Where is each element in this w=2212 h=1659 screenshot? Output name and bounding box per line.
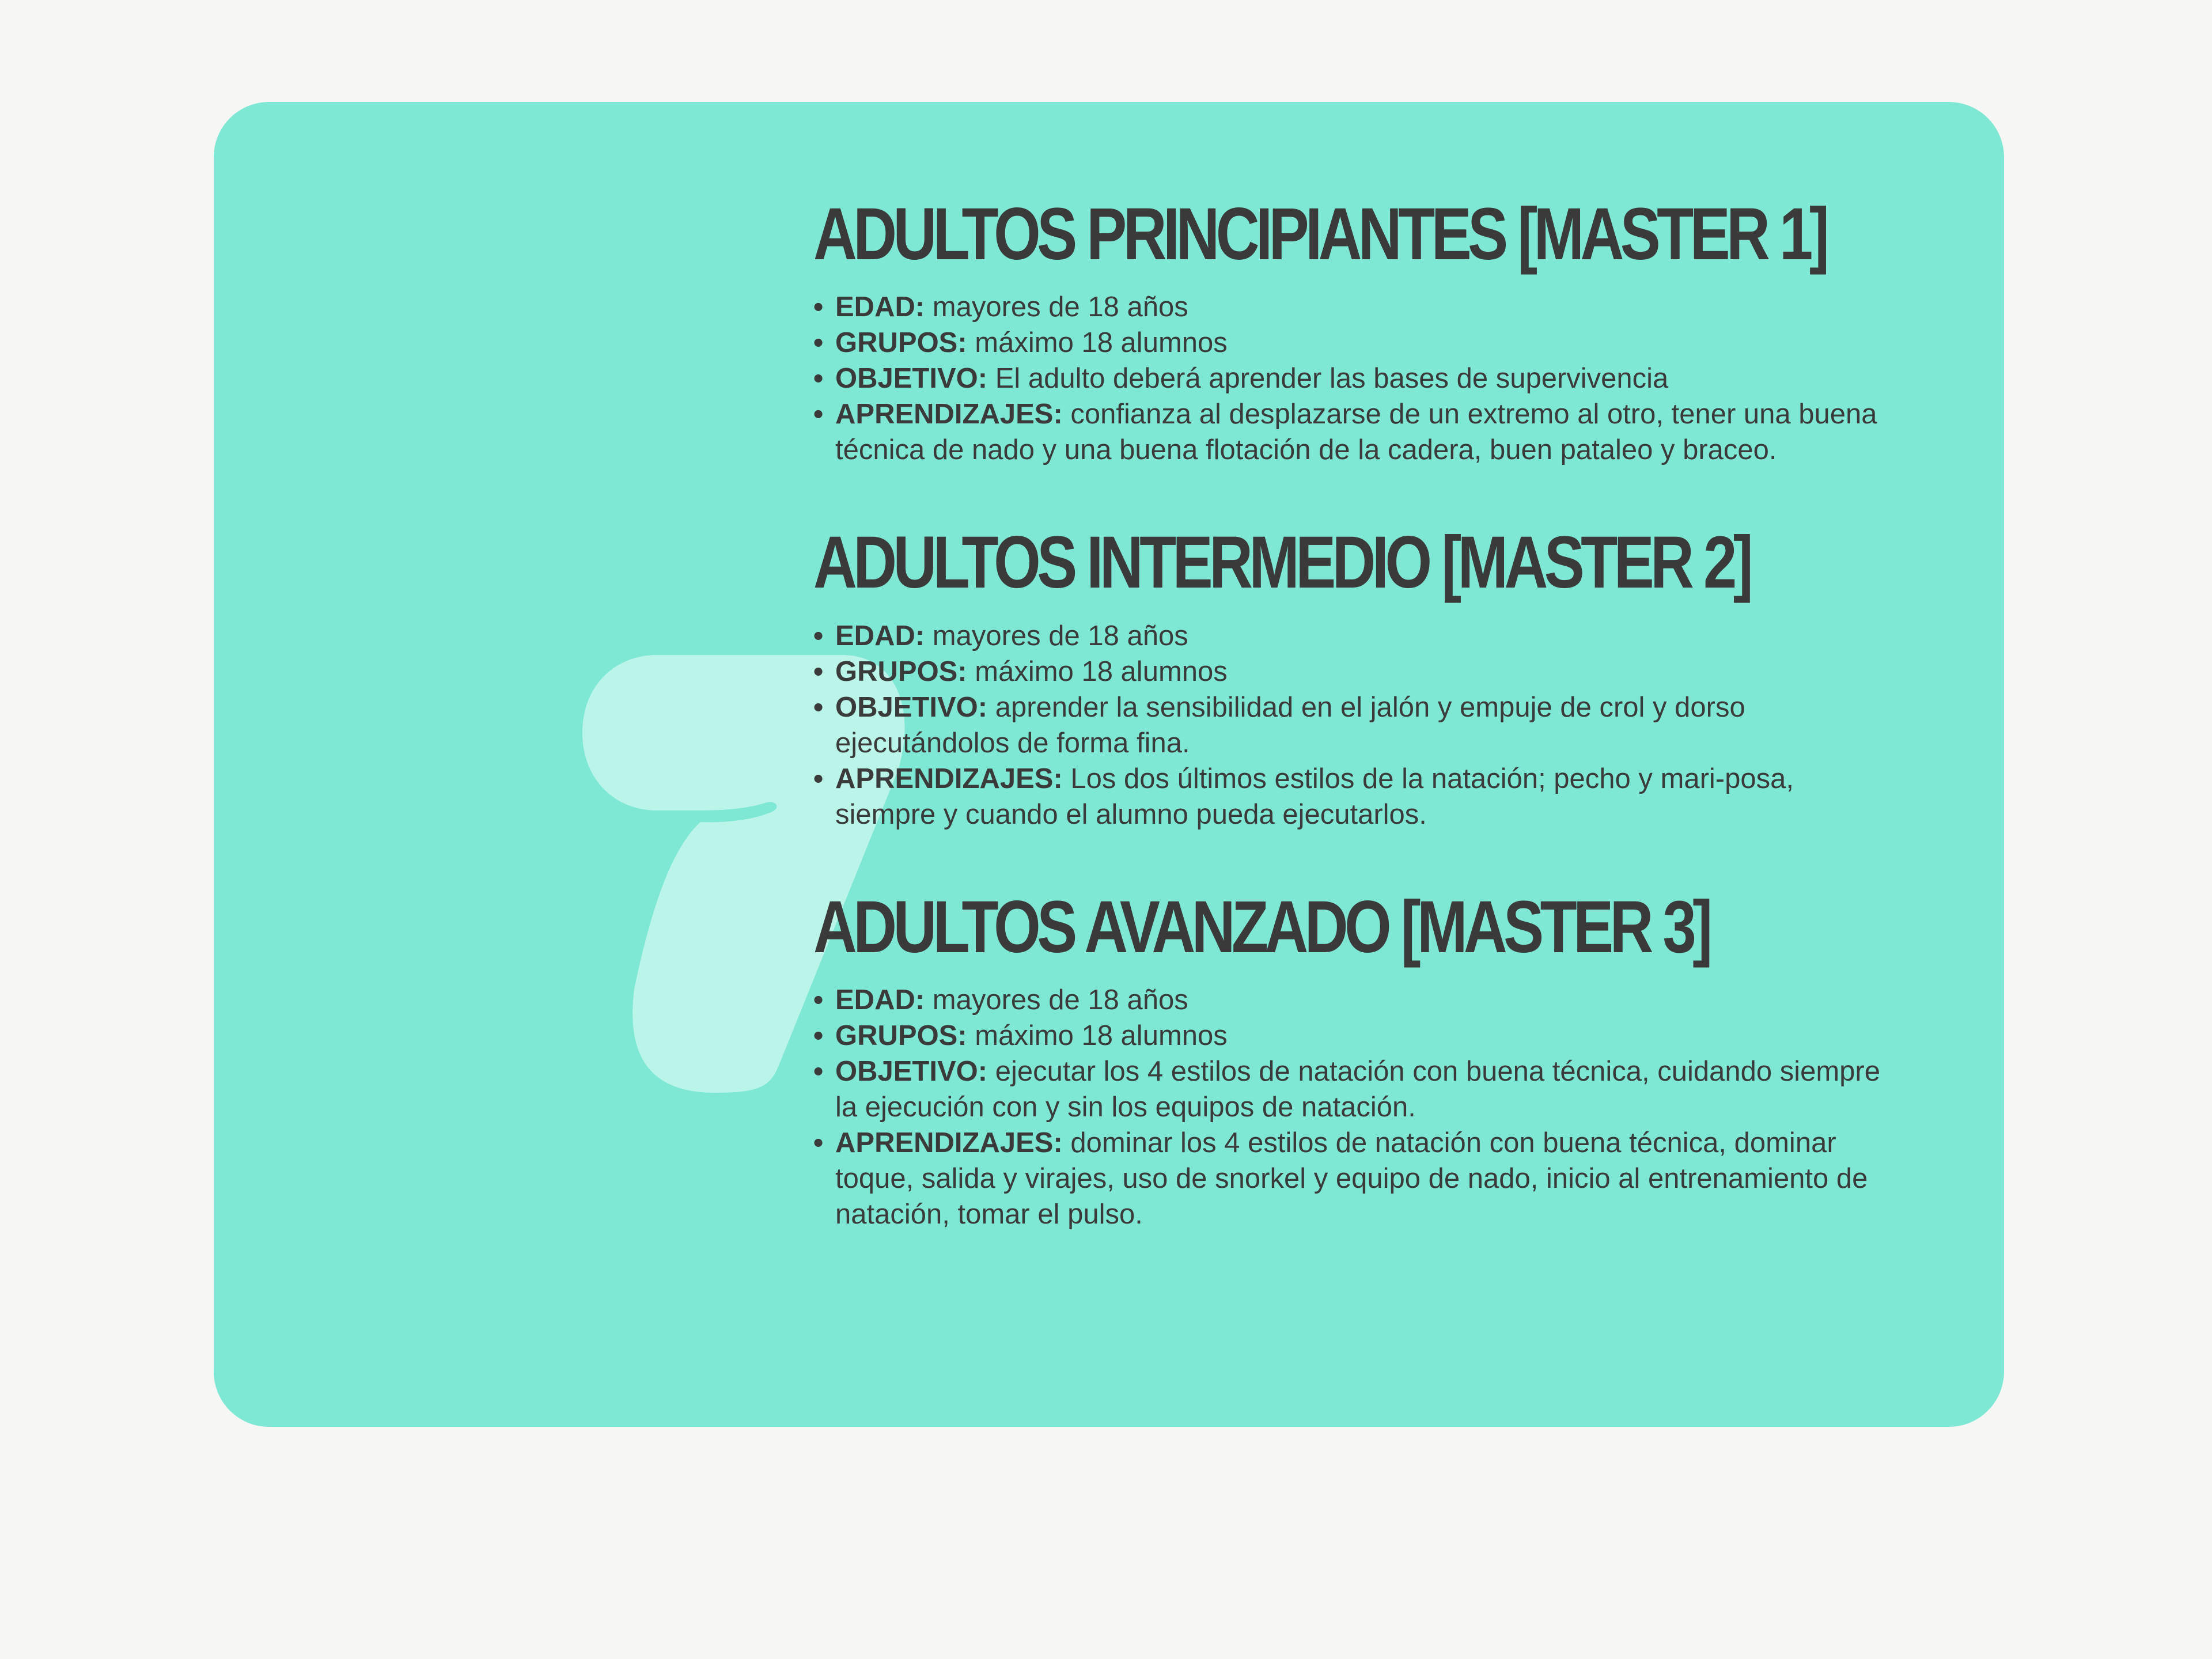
list-item-objetivo — [813, 1054, 1896, 1125]
item-text: máximo 18 alumnos — [967, 1020, 1228, 1052]
list-item-aprendizajes — [813, 396, 1896, 468]
item-text: confianza al desplazarse de un extremo al otro, tener una buena técnica de nado y una buena flotación de la cadera, buen pataleo y braceo. — [835, 399, 1877, 466]
item-text: aprender la sensibilidad en el jalón y empuje de crol y dorso ejecutándolos de forma fina. — [835, 691, 1745, 759]
item-text: El adulto deberá aprender las bases de supervivencia — [987, 363, 1669, 395]
section-title: ADULTOS INTERMEDIO [MASTER 2] — [813, 521, 1750, 604]
item-text: mayores de 18 años — [925, 620, 1188, 652]
item-text: máximo 18 alumnos — [967, 327, 1228, 359]
section-master-3 — [813, 885, 1896, 1232]
item-label: OBJETIVO: — [835, 1056, 988, 1088]
item-label: GRUPOS: — [835, 327, 967, 359]
item-text: máximo 18 alumnos — [967, 656, 1228, 687]
section-title: ADULTOS PRINCIPIANTES [MASTER 1] — [813, 193, 1826, 275]
item-label: APRENDIZAJES: — [835, 399, 1063, 430]
list-item-edad — [813, 982, 1896, 1018]
item-text: mayores de 18 años — [925, 291, 1188, 323]
section-title: ADULTOS AVANZADO [MASTER 3] — [813, 885, 1709, 968]
list-item-aprendizajes — [813, 1125, 1896, 1232]
item-label: EDAD: — [835, 984, 925, 1016]
item-text: mayores de 18 años — [925, 984, 1188, 1016]
list-item-objetivo — [813, 361, 1896, 396]
detail-list — [813, 982, 1896, 1232]
item-label: APRENDIZAJES: — [835, 763, 1063, 794]
programs-list — [813, 193, 1896, 1289]
list-item-grupos — [813, 1018, 1896, 1054]
list-item-aprendizajes — [813, 761, 1896, 832]
item-label: GRUPOS: — [835, 1020, 967, 1052]
list-item-grupos — [813, 654, 1896, 690]
list-item-objetivo — [813, 690, 1896, 761]
section-master-1 — [813, 193, 1896, 468]
section-master-2 — [813, 521, 1896, 832]
detail-list — [813, 289, 1896, 468]
item-text: ejecutar los 4 estilos de natación con buena técnica, cuidando siempre la ejecución con y sin los equipos de natación. — [835, 1056, 1881, 1123]
item-label: EDAD: — [835, 291, 925, 323]
item-text: Los dos últimos estilos de la natación; pecho y mari-posa, siempre y cuando el alumno pueda ejecutarlos. — [835, 763, 1794, 830]
list-item-grupos — [813, 325, 1896, 361]
item-label: EDAD: — [835, 620, 925, 652]
item-label: GRUPOS: — [835, 656, 967, 687]
list-item-edad — [813, 618, 1896, 654]
item-label: OBJETIVO: — [835, 363, 988, 395]
item-text: dominar los 4 estilos de natación con buena técnica, dominar toque, salida y virajes, uso de snorkel y equipo de nado, inicio al entrenamiento de natación, tomar el pulso. — [835, 1127, 1868, 1230]
item-label: APRENDIZAJES: — [835, 1127, 1063, 1159]
detail-list — [813, 618, 1896, 832]
item-label: OBJETIVO: — [835, 691, 988, 723]
list-item-edad — [813, 289, 1896, 325]
